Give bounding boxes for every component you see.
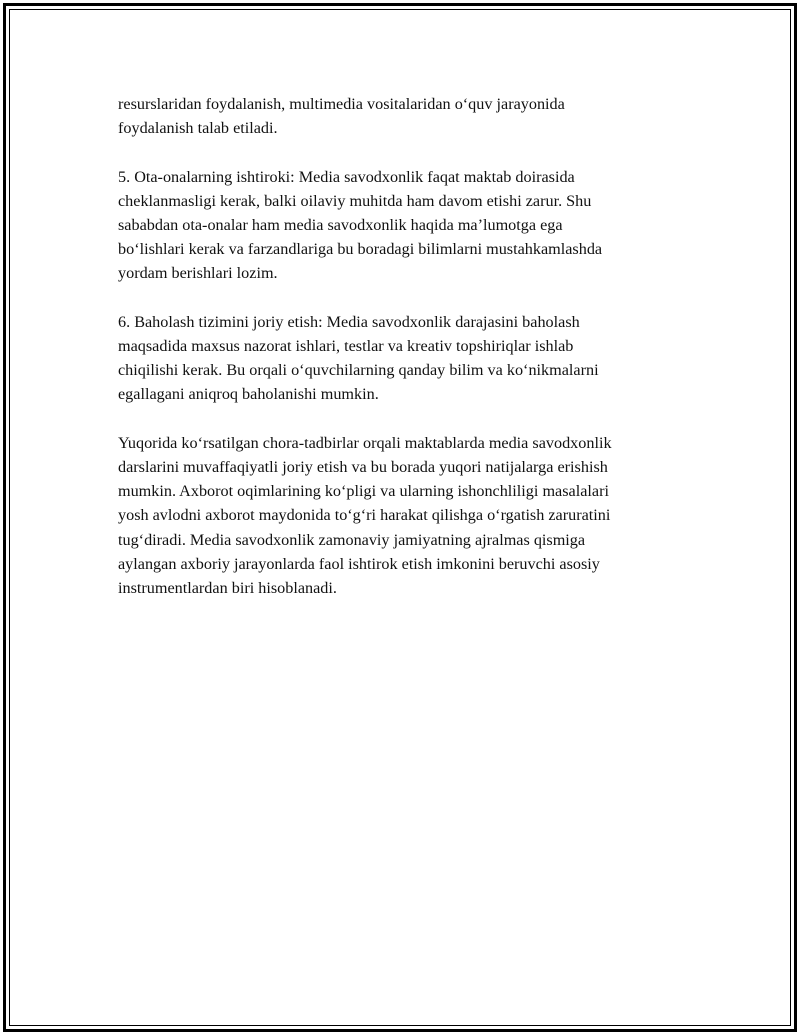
text-line: egallagani aniqroq baholanishi mumkin. [118,385,379,404]
text-line: maqsadida maxsus nazorat ishlari, testlar va kreativ topshiriqlar ishlab [118,337,574,355]
paragraph-assessment-system [118,310,708,407]
text-line: resurslaridan foydalanish, multimedia vositalaridan o‘quv jarayonida [118,95,565,113]
text-line: tug‘diradi. Media savodxonlik zamonaviy jamiyatning ajralmas qismiga [118,530,586,549]
text-line: yosh avlodni axborot maydonida to‘g‘ri harakat qilishga o‘rgatish zaruratini [118,506,611,525]
text-line: foydalanish talab etiladi. [118,119,278,138]
text-line: sababdan ota-onalar ham media savodxonlik haqida ma’lumotga ega [118,216,563,234]
text-line: aylangan axboriy jarayonlarda faol ishtirok etish imkonini beruvchi asosiy [118,554,600,573]
text-line: 5. Ota-onalarning ishtiroki: Media savodxonlik faqat maktab doirasida [118,167,575,186]
paragraph-resources [118,92,708,140]
paragraph-parents-involvement [118,165,708,286]
text-line: 6. Baholash tizimini joriy etish: Media savodxonlik darajasini baholash [118,312,580,331]
text-line: instrumentlardan biri hisoblanadi. [118,579,337,598]
text-line: yordam berishlari lozim. [118,264,278,283]
text-line: mumkin. Axborot oqimlarining ko‘pligi va ularning ishonchliligi masalalari [118,482,609,501]
paragraph-conclusion [118,431,708,600]
text-line: Yuqorida ko‘rsatilgan chora-tadbirlar orqali maktablarda media savodxonlik [118,433,612,452]
text-line: cheklanmasligi kerak, balki oilaviy muhitda ham davom etishi zarur. Shu [118,191,592,210]
document-body [118,92,708,624]
text-line: chiqilishi kerak. Bu orqali o‘quvchilarning qanday bilim va ko‘nikmalarni [118,361,599,380]
text-line: darslarini muvaffaqiyatli joriy etish va bu borada yuqori natijalarga erishish [118,458,608,476]
text-line: bo‘lishlari kerak va farzandlariga bu boradagi bilimlarni mustahkamlashda [118,240,603,259]
